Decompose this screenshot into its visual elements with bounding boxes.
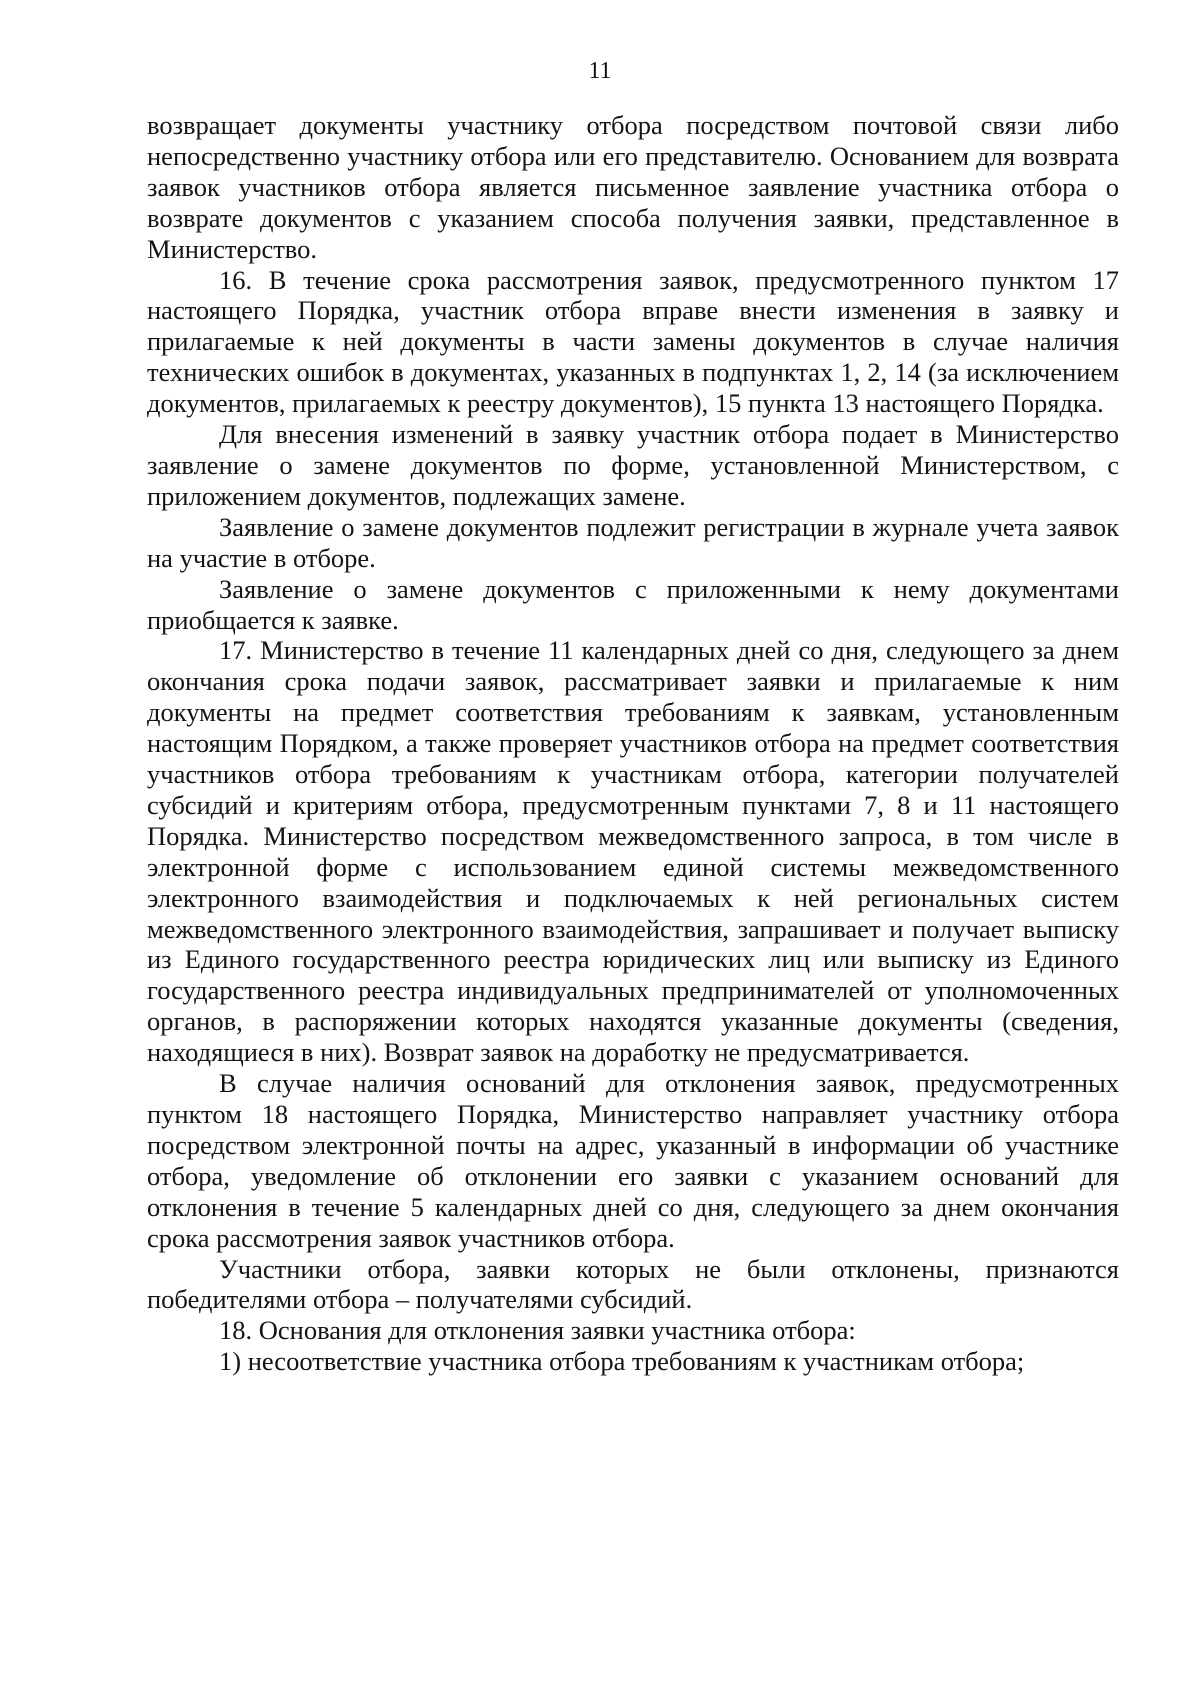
paragraph-winners: Участники отбора, заявки которых не были отклонены, признаются победителями отбора – получателями субсидий. <box>147 1253 1119 1315</box>
paragraph-item-17: 17. Министерство в течение 11 календарных дней со дня, следующего за днем окончания срока подачи заявок, рассматривает заявки и прилагаемые к ним документы на предмет соответствия требованиям к заявкам, установленным настоящим Порядком, а также проверяет участников отбора на предмет соответствия участников отбора требованиям к участникам отбора, категории получателей субсидий и критериям отбора, предусмотренным пунктами 7, 8 и 11 настоящего Порядка. Министерство посредством межведомственного запроса, в том числе в электронной форме с использованием единой системы межведомственного электронного взаимодействия и подключаемых к ней региональных систем межведомственного электронного взаимодействия, запрашивает и получает выписку из Единого государственного реестра юридических лиц или выписку из Единого государственного реестра индивидуальных предпринимателей от уполномоченных органов, в распоряжении которых находятся указанные документы (сведения, находящиеся в них). Возврат заявок на доработку не предусматривается. <box>147 635 1119 1068</box>
paragraph-item-18-1: 1) несоответствие участника отбора требованиям к участникам отбора; <box>219 1346 1025 1377</box>
paragraph-changes-application: Для внесения изменений в заявку участник отбора подает в Министерство заявление о замене документов по форме, установленной Министерством, с приложением документов, подлежащих замене. <box>147 419 1119 511</box>
page-number: 11 <box>588 58 612 84</box>
paragraph-registration: Заявление о замене документов подлежит регистрации в журнале учета заявок на участие в отборе. <box>147 511 1119 573</box>
paragraph-item-18: 18. Основания для отклонения заявки участника отбора: <box>219 1315 856 1346</box>
document-body <box>147 110 1119 1377</box>
paragraph-attachment: Заявление о замене документов с приложенными к нему документами приобщается к заявке. <box>147 573 1119 635</box>
paragraph-continuation: возвращает документы участнику отбора посредством почтовой связи либо непосредственно участнику отбора или его представителю. Основанием для возврата заявок участников отбора является письменное заявление участника отбора о возврате документов с указанием способа получения заявки, представленное в Министерство. <box>147 110 1119 264</box>
paragraph-item-16: 16. В течение срока рассмотрения заявок, предусмотренного пунктом 17 настоящего Порядка, участник отбора вправе внести изменения в заявку и прилагаемые к ней документы в части замены документов в случае наличия технических ошибок в документах, указанных в подпунктах 1, 2, 14 (за исключением документов, прилагаемых к реестру документов), 15 пункта 13 настоящего Порядка. <box>147 264 1119 419</box>
paragraph-rejection-notice: В случае наличия оснований для отклонения заявок, предусмотренных пунктом 18 настоящего Порядка, Министерство направляет участнику отбора посредством электронной почты на адрес, указанный в информации об участнике отбора, уведомление об отклонении его заявки с указанием оснований для отклонения в течение 5 календарных дней со дня, следующего за днем окончания срока рассмотрения заявок участников отбора. <box>147 1068 1119 1253</box>
